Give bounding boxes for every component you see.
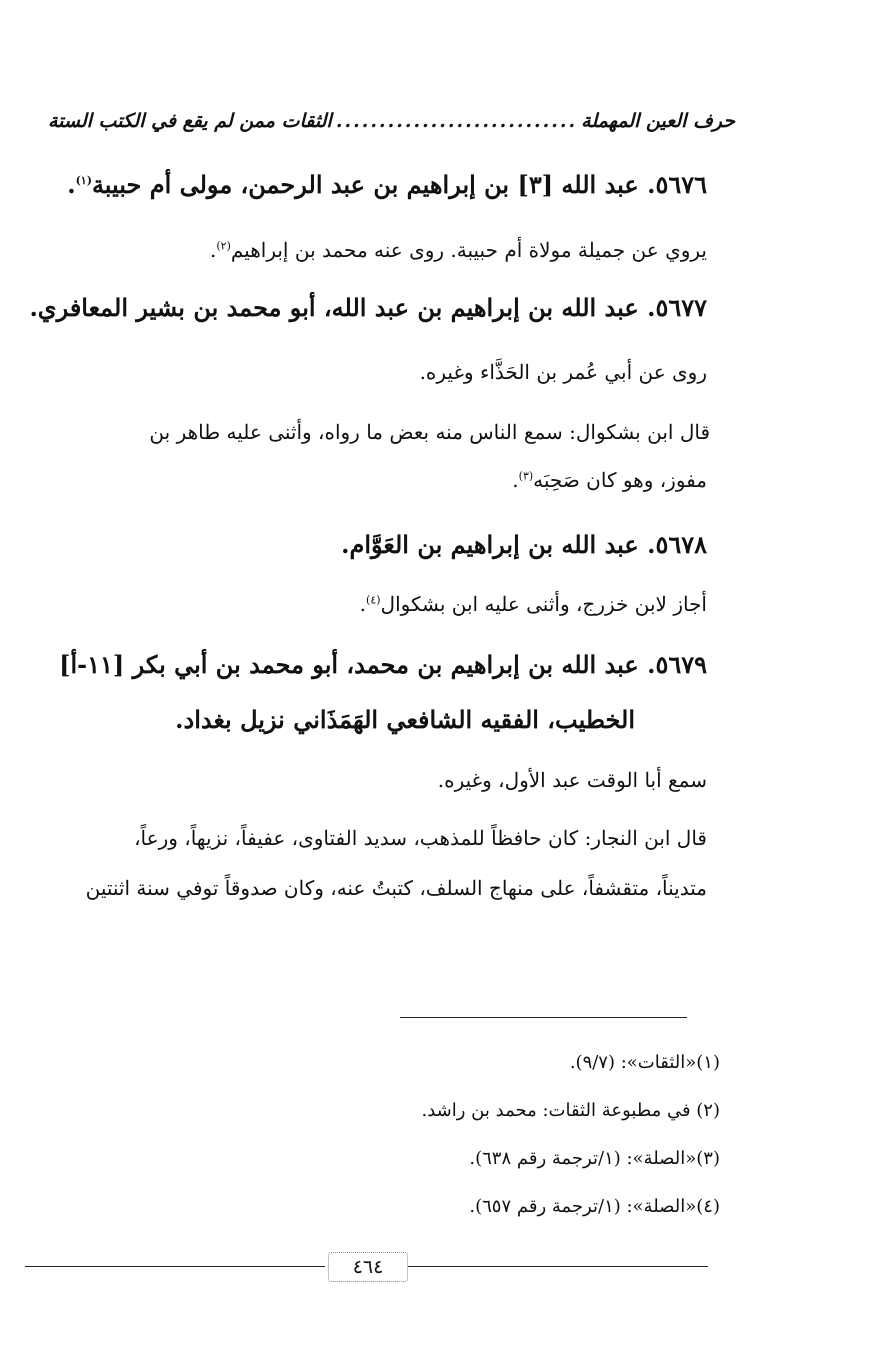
footnote-1: (١)«الثقات»: (٩/٧). (569, 1052, 720, 1073)
footer-rule-left (25, 1266, 325, 1267)
entry-text: متديناً، متقشفاً، على منهاج السلف، كتبتُ عنه، وكان صدوقاً توفي سنة اثنتين (85, 876, 707, 900)
entry-heading-5679: ٥٦٧٩. عبد الله بن إبراهيم بن محمد، أبو محمد بن أبي بكر [١١-أ] (59, 650, 707, 679)
running-head-dots: ............................ (335, 110, 578, 132)
footnote-3: (٣)«الصلة»: (١/ترجمة رقم ٦٣٨). (469, 1148, 720, 1169)
footnote-separator (400, 1017, 687, 1018)
entry-heading-5676: ٥٦٧٦. عبد الله [٣] بن إبراهيم بن عبد الرحمن، مولى أم حبيبة$^{(١)}$. (67, 170, 707, 199)
entry-text: روى عن أبي عُمر بن الحَذَّاء وغيره. (419, 360, 707, 384)
footnote-marker[interactable]: (١) (75, 174, 92, 187)
entry-text: قال ابن بشكوال: سمع الناس منه بعض ما رواه، وأثنى عليه طاهر بن (149, 420, 710, 444)
entry-heading-5679-continued: الخطيب، الفقيه الشافعي الهَمَذَاني نزيل بغداد. (175, 705, 635, 734)
running-head-chapter: حرف العين المهملة (581, 110, 735, 132)
entry-text: قال ابن النجار: كان حافظاً للمذهب، سديد الفتاوى، عفيفاً، نزيهاً، ورعاً، (134, 826, 707, 850)
page-number: ٤٦٤ (328, 1252, 408, 1282)
footer-rule-right (408, 1266, 708, 1267)
entry-text: أجاز لابن خزرج، وأثنى عليه ابن بشكوال$^{(٤)}$. (359, 592, 707, 616)
entry-text: يروي عن جميلة مولاة أم حبيبة. روى عنه محمد بن إبراهيم$^{(٢)}$. (210, 238, 707, 262)
entry-text: سمع أبا الوقت عبد الأول، وغيره. (437, 768, 707, 792)
entry-heading-5678: ٥٦٧٨. عبد الله بن إبراهيم بن العَوَّام. (341, 530, 707, 559)
footnote-4: (٤)«الصلة»: (١/ترجمة رقم ٦٥٧). (469, 1196, 720, 1217)
footnote-marker[interactable]: (٢) (216, 239, 231, 253)
running-head (48, 110, 735, 132)
footnote-marker[interactable]: (٤) (366, 593, 381, 607)
footnote-2: (٢) في مطبوعة الثقات: محمد بن راشد. (421, 1100, 720, 1121)
footnote-marker[interactable]: (٣) (518, 469, 534, 483)
running-head-book-title: الثقات ممن لم يقع في الكتب الستة (48, 110, 332, 132)
entry-text: مفوز، وهو كان صَحِبَه$^{(٣)}$. (512, 468, 707, 492)
entry-heading-5677: ٥٦٧٧. عبد الله بن إبراهيم بن عبد الله، أبو محمد بن بشير المعافري. (29, 293, 707, 322)
